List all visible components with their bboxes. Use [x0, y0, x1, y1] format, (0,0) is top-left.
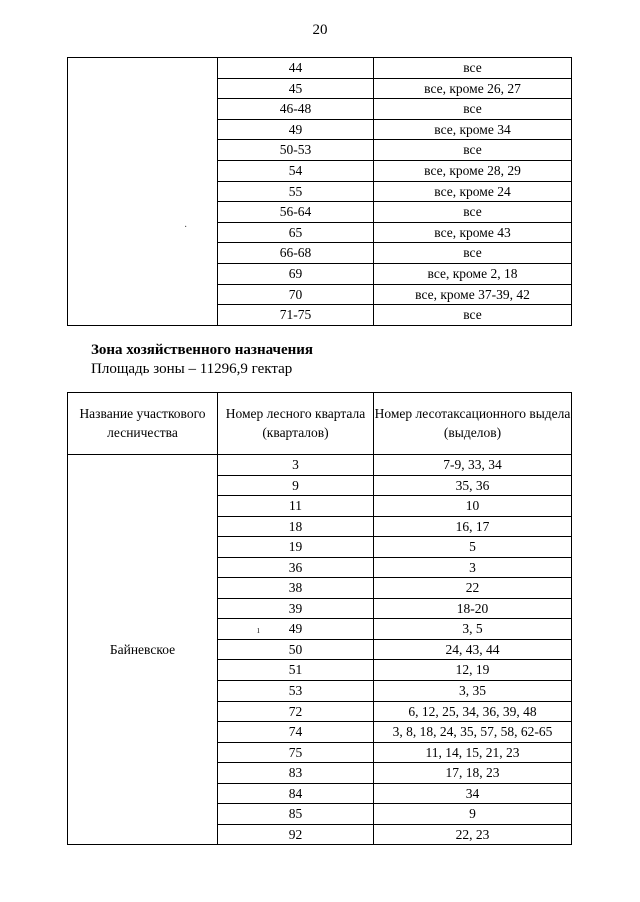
header-section-number: Номер лесотаксационного выдела (выделов) — [374, 393, 572, 455]
section-cell: 16, 17 — [374, 516, 572, 537]
header-quarter-number: Номер лесного квартала (кварталов) — [218, 393, 374, 455]
section-cell: 17, 18, 23 — [374, 763, 572, 784]
quarter-cell: 44 — [218, 58, 374, 79]
section-cell: 12, 19 — [374, 660, 572, 681]
section-cell: все — [374, 99, 572, 120]
section-cell: все, кроме 24 — [374, 181, 572, 202]
quarter-cell: 49 — [218, 619, 374, 640]
header-forestry-name: Название участкового лесничества — [68, 393, 218, 455]
section-cell: 22, 23 — [374, 824, 572, 845]
quarter-cell: 45 — [218, 78, 374, 99]
scan-speck: ı — [257, 625, 260, 636]
quarter-cell: 36 — [218, 557, 374, 578]
section-cell: 34 — [374, 783, 572, 804]
quarter-cell: 49 — [218, 119, 374, 140]
table-row — [68, 58, 572, 79]
scan-speck: · — [184, 222, 188, 233]
section-cell: 7-9, 33, 34 — [374, 455, 572, 476]
quarter-cell: 50-53 — [218, 140, 374, 161]
quarter-cell: 3 — [218, 455, 374, 476]
page-number: 20 — [312, 22, 328, 38]
quarter-cell: 66-68 — [218, 243, 374, 264]
zone-title: Зона хозяйственного назначения — [91, 342, 314, 358]
section-cell: все — [374, 243, 572, 264]
quarter-cell: 46-48 — [218, 99, 374, 120]
quarter-cell: 54 — [218, 160, 374, 181]
table-header-row — [68, 393, 572, 455]
quarter-cell: 50 — [218, 639, 374, 660]
quarter-cell: 72 — [218, 701, 374, 722]
section-cell: все, кроме 34 — [374, 119, 572, 140]
quarter-cell: 85 — [218, 804, 374, 825]
section-cell: 3, 8, 18, 24, 35, 57, 58, 62-65 — [374, 722, 572, 743]
economic-zone-table — [67, 392, 572, 845]
quarter-cell: 38 — [218, 578, 374, 599]
section-cell: все, кроме 28, 29 — [374, 160, 572, 181]
section-cell: 3, 5 — [374, 619, 572, 640]
section-cell: 35, 36 — [374, 475, 572, 496]
quarter-cell: 65 — [218, 222, 374, 243]
section-cell: 18-20 — [374, 598, 572, 619]
quarter-cell: 71-75 — [218, 305, 374, 326]
quarter-cell: 69 — [218, 263, 374, 284]
forestry-cell-empty — [68, 58, 218, 326]
quarter-cell: 56-64 — [218, 202, 374, 223]
section-cell: все — [374, 305, 572, 326]
forestry-name-cell: Байневское — [68, 455, 218, 845]
quarter-cell: 11 — [218, 496, 374, 517]
quarter-cell: 9 — [218, 475, 374, 496]
quarter-cell: 92 — [218, 824, 374, 845]
quarter-cell: 55 — [218, 181, 374, 202]
section-cell: все, кроме 43 — [374, 222, 572, 243]
quarter-cell: 18 — [218, 516, 374, 537]
section-cell: все — [374, 58, 572, 79]
section-cell: 5 — [374, 537, 572, 558]
quarter-cell: 39 — [218, 598, 374, 619]
section-cell: 22 — [374, 578, 572, 599]
quarter-cell: 83 — [218, 763, 374, 784]
section-cell: 3, 35 — [374, 681, 572, 702]
section-cell: 11, 14, 15, 21, 23 — [374, 742, 572, 763]
quarter-cell: 70 — [218, 284, 374, 305]
section-cell: 10 — [374, 496, 572, 517]
quarter-cell: 75 — [218, 742, 374, 763]
continued-forest-table — [67, 57, 572, 326]
zone-area: Площадь зоны – 11296,9 гектар — [91, 361, 293, 377]
table-row — [68, 455, 572, 476]
section-cell: все, кроме 26, 27 — [374, 78, 572, 99]
quarter-cell: 53 — [218, 681, 374, 702]
section-cell: все — [374, 140, 572, 161]
section-cell: 6, 12, 25, 34, 36, 39, 48 — [374, 701, 572, 722]
quarter-cell: 19 — [218, 537, 374, 558]
section-cell: все — [374, 202, 572, 223]
section-cell: 24, 43, 44 — [374, 639, 572, 660]
quarter-cell: 51 — [218, 660, 374, 681]
section-cell: все, кроме 2, 18 — [374, 263, 572, 284]
section-cell: 9 — [374, 804, 572, 825]
quarter-cell: 74 — [218, 722, 374, 743]
section-cell: все, кроме 37-39, 42 — [374, 284, 572, 305]
quarter-cell: 84 — [218, 783, 374, 804]
section-cell: 3 — [374, 557, 572, 578]
